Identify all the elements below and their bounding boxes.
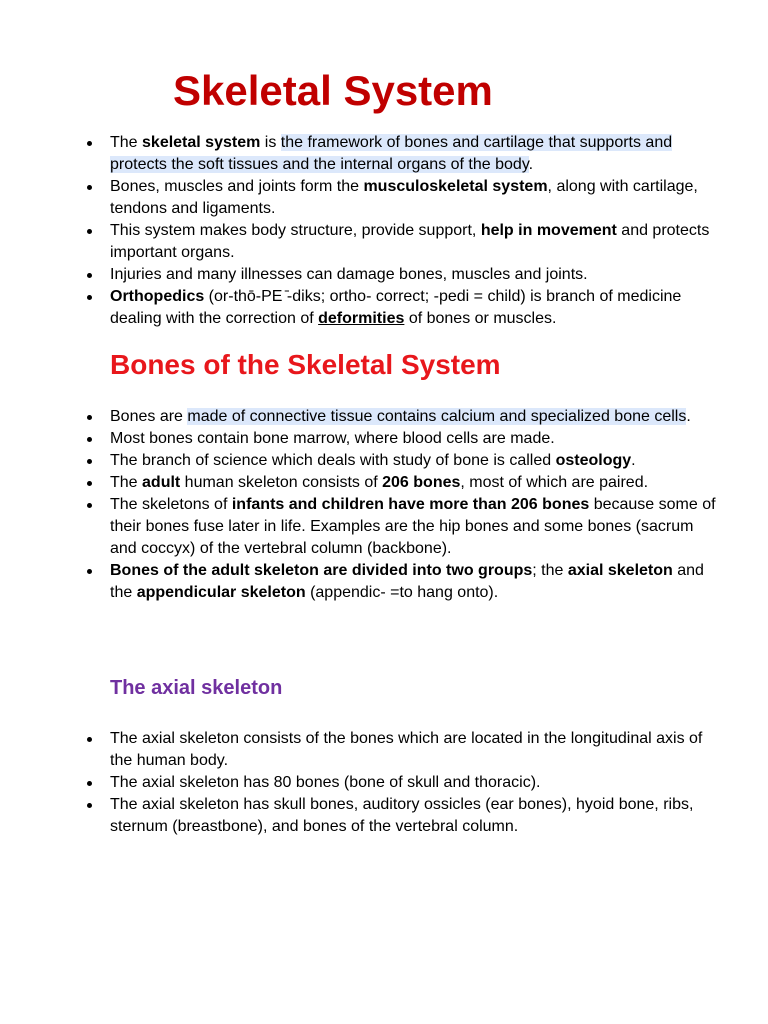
bold-term: osteology [555, 452, 632, 469]
text-run: The axial skeleton has 80 bones (bone of skull and thoracic). [110, 774, 541, 791]
list-item [82, 494, 722, 560]
list-item [82, 772, 722, 794]
text-run: Most bones contain bone marrow, where blood cells are made. [110, 430, 555, 447]
bold-term: infants and children have more than 206 bones [231, 496, 590, 513]
bold-term: help in movement [480, 222, 617, 239]
list-item [82, 428, 722, 450]
bold-term: skeletal system [142, 134, 261, 151]
text-run: The [110, 134, 143, 151]
list-item [82, 220, 722, 264]
text-run: Injuries and many illnesses can damage bones, muscles and joints. [110, 266, 588, 283]
list-item [82, 450, 722, 472]
text-run: . [686, 408, 691, 425]
text-run: of bones or muscles. [404, 310, 557, 327]
text-run: The branch of science which deals with study of bone is called [110, 452, 556, 469]
text-run: . [528, 156, 534, 173]
text-run: The [110, 474, 143, 491]
list-item [82, 132, 722, 176]
section-heading: Bones of the Skeletal System [110, 349, 501, 380]
text-run: ; the [532, 562, 568, 579]
list-item [82, 406, 722, 428]
text-run: and the [110, 562, 704, 601]
list-item [82, 264, 722, 286]
bold-term: Orthopedics [110, 288, 205, 305]
list-item [82, 794, 722, 838]
text-run: (appendic- =to hang onto). [305, 584, 499, 601]
text-run: Bones, muscles and joints form the [110, 178, 364, 195]
list-item [82, 286, 722, 330]
text-run: . [631, 452, 636, 469]
list-item [82, 472, 722, 494]
text-run: The axial skeleton has skull bones, auditory ossicles (ear bones), hyoid bone, ribs, sternum (breastbone), and bones of the vertebral column. [110, 796, 694, 835]
bold-term: adult [142, 474, 181, 491]
text-run: The skeletons of [110, 496, 232, 513]
page-title: Skeletal System [173, 67, 493, 114]
text-run: because some of their bones fuse later in life. Examples are the hip bones and some bones (sacrum and coccyx) of the vertebral column (backbone). [110, 496, 716, 557]
text-run: The axial skeleton consists of the bones which are located in the longitudinal axis of the human body. [110, 730, 703, 769]
bold-term: Bones of the adult skeleton are divided into two groups [110, 562, 533, 579]
list-item [82, 176, 722, 220]
axial-bullet-list [82, 728, 722, 838]
bones-bullet-list [82, 406, 722, 604]
text-run: and protects important organs. [110, 222, 710, 261]
list-item [82, 560, 722, 604]
underlined-term: deformities [318, 310, 405, 327]
text-run: , most of which are paired. [460, 474, 649, 491]
subsection-heading: The axial skeleton [110, 677, 283, 699]
highlighted-text: made of connective tissue contains calcium and specialized bone cells [187, 408, 687, 425]
highlighted-text: the framework of bones and cartilage that supports and protects the soft tissues and the internal organs of the body [110, 134, 673, 173]
text-run: (or-thō-PE ̄-diks; ortho- correct; -pedi = child) is branch of medicine dealing with the correction of [110, 288, 682, 327]
text-run: This system makes body structure, provide support, [110, 222, 481, 239]
bold-term: 206 bones [382, 474, 461, 491]
text-run: , along with cartilage, tendons and ligaments. [110, 178, 698, 217]
bold-term: musculoskeletal system [363, 178, 548, 195]
text-run: Bones are [110, 408, 188, 425]
list-item [82, 728, 722, 772]
bold-term: appendicular skeleton [136, 584, 306, 601]
intro-bullet-list [82, 132, 722, 330]
bold-term: axial skeleton [567, 562, 673, 579]
text-run: human skeleton consists of [180, 474, 383, 491]
text-run: is [260, 134, 281, 151]
